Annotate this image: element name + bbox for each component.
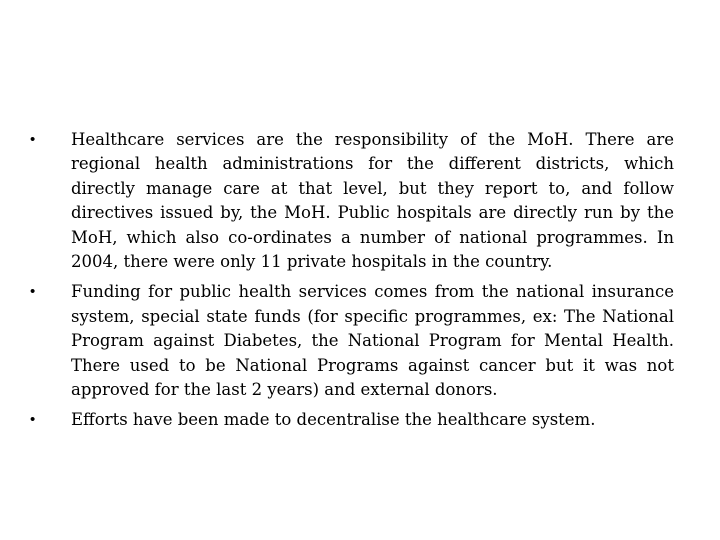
bullet-text: Funding for public health services comes from the national insurance system, special state funds (for specific programmes, ex: The National Program against Diabetes, the National Program for Mental Health. There used to be National Programs against cancer but it was not approved for the last 2 years) and external donors. (71, 282, 674, 400)
bullet-icon: • (30, 131, 36, 148)
bullet-item-funding (30, 280, 674, 402)
bullet-list (30, 128, 674, 439)
bullet-text: Healthcare services are the responsibility of the MoH. There are regional health administrations for the different districts, which directly manage care at that level, but they report to, and follow directives issued by, the MoH. Public hospitals are directly run by the MoH, which also co-ordinates a number of national programmes. In 2004, there were only 11 private hospitals in the country. (71, 130, 674, 272)
bullet-icon: • (30, 411, 36, 429)
bullet-item-responsibility (30, 128, 674, 274)
bullet-icon: • (30, 283, 36, 301)
bullet-item-decentralisation (30, 408, 674, 432)
bullet-text: Efforts have been made to decentralise the healthcare system. (71, 410, 596, 430)
